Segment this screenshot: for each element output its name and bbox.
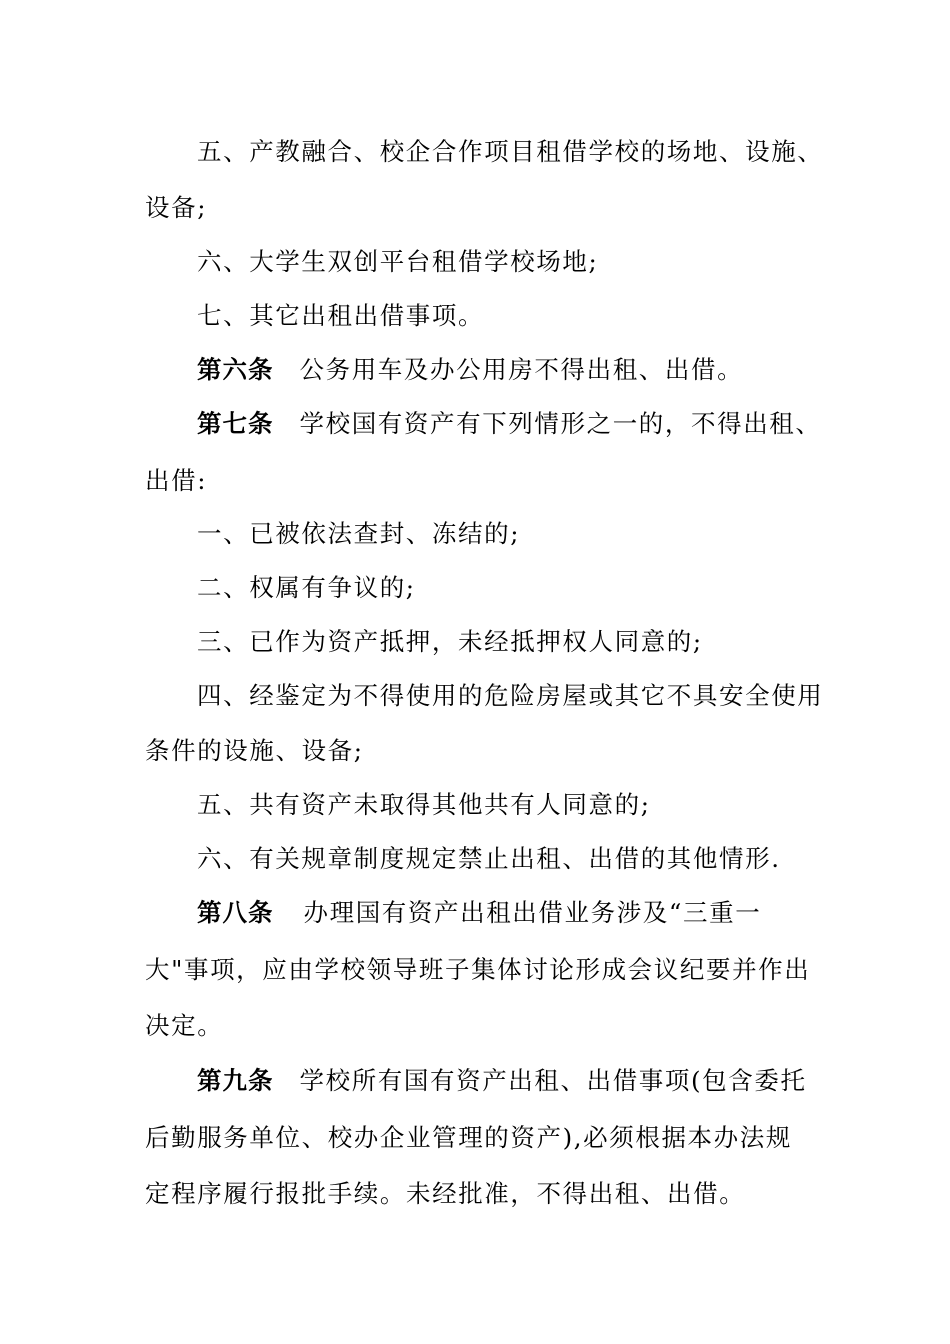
text-line: 大"事项，应由学校领导班子集体讨论形成会议纪要并作出 xyxy=(145,955,811,984)
article-7-heading: 第七条 xyxy=(197,409,274,438)
article-6-text: 公务用车及办公用房不得出租、出借。 xyxy=(299,355,744,384)
text-line: 定程序履行报批手续。未经批准，不得出租、出借。 xyxy=(145,1179,746,1208)
article-7-paragraph xyxy=(197,409,822,439)
text-line: 六、有关规章制度规定禁止出租、出借的其他情形. xyxy=(197,844,781,873)
text-line: 五、共有资产未取得其他共有人同意的; xyxy=(197,790,651,819)
article-8-paragraph xyxy=(197,898,761,928)
text-line: 五、产教融合、校企合作项目租借学校的场地、设施、 xyxy=(197,137,824,166)
text-line: 七、其它出租出借事项。 xyxy=(197,301,485,330)
text-line: 一、已被依法查封、冻结的; xyxy=(197,519,521,548)
article-8-heading: 第八条 xyxy=(197,898,274,927)
text-line: 决定。 xyxy=(145,1011,224,1040)
text-line: 设备; xyxy=(145,193,208,222)
text-line: 二、权属有争议的; xyxy=(197,573,416,602)
text-line: 六、大学生双创平台租借学校场地; xyxy=(197,247,599,276)
article-9-heading: 第九条 xyxy=(197,1066,274,1095)
article-6-paragraph xyxy=(197,355,743,385)
article-6-heading: 第六条 xyxy=(197,355,274,384)
article-9-text: 学校所有国有资产出租、出借事项(包含委托 xyxy=(299,1066,807,1095)
article-9-paragraph xyxy=(197,1066,807,1096)
text-line: 条件的设施、设备; xyxy=(145,736,364,765)
article-7-text: 学校国有资产有下列情形之一的，不得出租、 xyxy=(299,409,822,438)
text-line: 后勤服务单位、校办企业管理的资产),必须根据本办法规 xyxy=(145,1123,792,1152)
text-line: 三、已作为资产抵押，未经抵押权人同意的; xyxy=(197,627,703,656)
text-line: 出借: xyxy=(145,466,208,495)
article-8-text: 办理国有资产出租出借业务涉及“三重一 xyxy=(303,898,762,927)
text-line: 四、经鉴定为不得使用的危险房屋或其它不具安全使用 xyxy=(197,681,824,710)
